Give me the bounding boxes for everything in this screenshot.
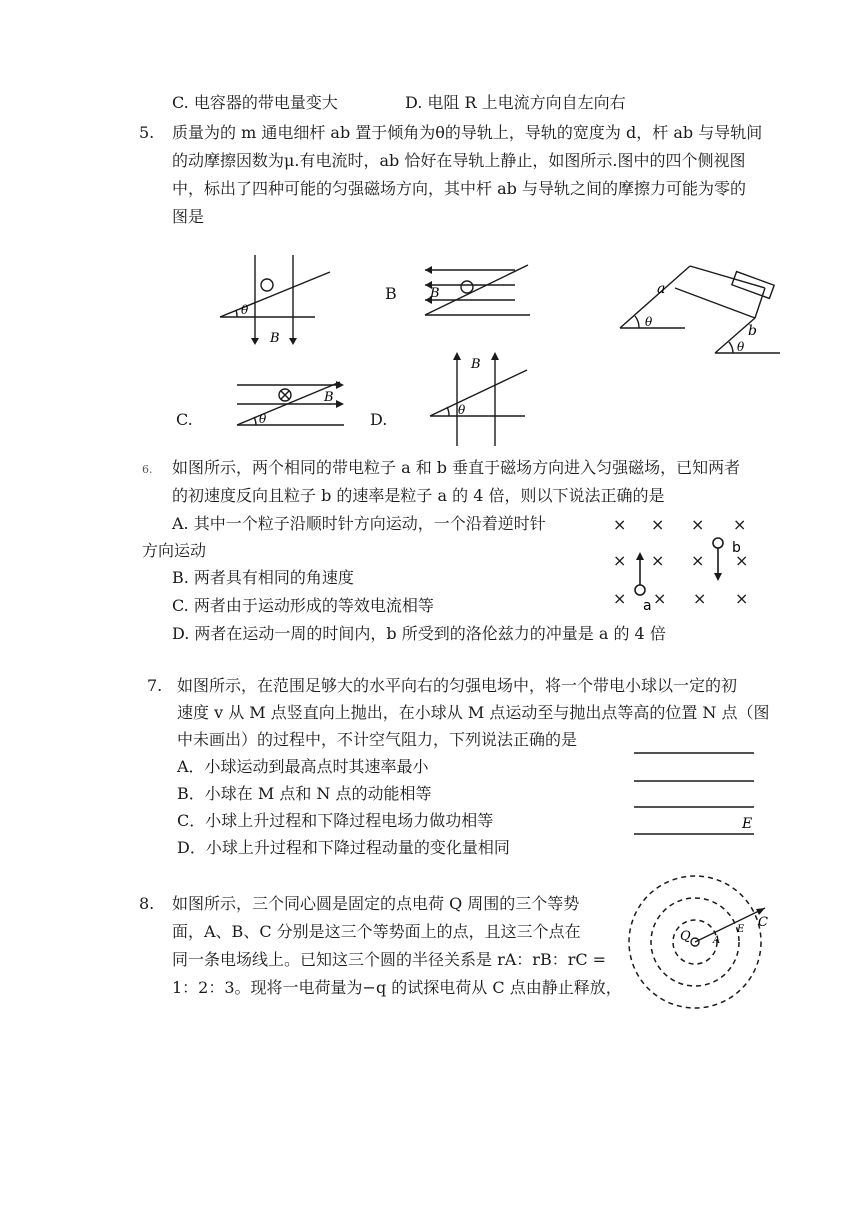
field-cross: × bbox=[691, 515, 705, 534]
q7-number: 7. bbox=[147, 676, 163, 695]
q8-charge-label: Q bbox=[680, 929, 691, 944]
field-cross: × bbox=[735, 589, 749, 608]
q5-figure-a-field: B bbox=[270, 331, 280, 346]
field-cross: × bbox=[653, 589, 667, 608]
q5-figure-c-label: C. bbox=[176, 410, 193, 429]
q7-field-label: E bbox=[742, 816, 753, 832]
q6-option-a: A. 其中一个粒子沿顺时针方向运动，一个沿着逆时针 bbox=[172, 514, 546, 533]
field-cross: × bbox=[613, 551, 627, 570]
q5-figure-a-angle: θ bbox=[241, 303, 249, 317]
q6-number: 6. bbox=[142, 463, 153, 476]
q7-figure bbox=[632, 745, 762, 845]
q6-option-c: C. 两者由于运动形成的等效电流相等 bbox=[172, 596, 434, 615]
field-cross: × bbox=[691, 551, 705, 570]
q7-line-3: 中未画出）的过程中，不计空气阻力，下列说法正确的是 bbox=[177, 730, 578, 749]
field-cross: × bbox=[613, 515, 627, 534]
q5-figure-c-field: B bbox=[324, 390, 334, 405]
q5-figure-b-point: b bbox=[748, 323, 757, 339]
field-cross: × bbox=[733, 515, 747, 534]
q8-figure bbox=[625, 870, 770, 1015]
q5-figure-c-angle: θ bbox=[259, 412, 267, 426]
q5-figure-b bbox=[420, 257, 535, 337]
q4-option-c: C. 电容器的带电量变大 bbox=[172, 93, 338, 112]
q6-line-2: 的初速度反向且粒子 b 的速率是粒子 a 的 4 倍，则以下说法正确的是 bbox=[172, 486, 665, 505]
q7-option-b: B．小球在 M 点和 N 点的动能相等 bbox=[177, 784, 432, 803]
q5-line-4: 图是 bbox=[172, 207, 205, 226]
q6-option-a-cont: 方向运动 bbox=[142, 541, 207, 560]
q6-figure bbox=[605, 510, 765, 614]
q7-option-d: D．小球上升过程和下降过程动量的变化量相同 bbox=[177, 838, 510, 857]
field-cross: × bbox=[651, 551, 665, 570]
q8-field-label: E bbox=[737, 924, 745, 935]
q5-figure-perspective bbox=[615, 258, 785, 358]
q5-figure-b-field: B bbox=[430, 286, 440, 301]
q5-figure-d-angle: θ bbox=[458, 403, 466, 417]
q8-line-4: 1：2：3。现将一电荷量为−q 的试探电荷从 C 点由静止释放， bbox=[172, 978, 622, 997]
q4-option-d: D. 电阻 R 上电流方向自左向右 bbox=[405, 93, 626, 112]
field-cross: × bbox=[613, 589, 627, 608]
q7-line-1: 如图所示，在范围足够大的水平向右的匀强电场中，将一个带电小球以一定的初 bbox=[177, 676, 738, 695]
q6-option-b: B. 两者具有相同的角速度 bbox=[172, 568, 354, 587]
q8-line-3: 同一条电场线上。已知这三个圆的半径关系是 rA：rB：rC = bbox=[172, 950, 607, 969]
q8-line-1: 如图所示，三个同心圆是固定的点电荷 Q 周围的三个等势 bbox=[172, 894, 580, 913]
q5-figure-c bbox=[232, 377, 352, 437]
q7-line-2: 速度 v 从 M 点竖直向上抛出，在小球从 M 点运动至与抛出点等高的位置 N 点（图 bbox=[177, 703, 770, 722]
q6-particle-a-label: a bbox=[643, 598, 652, 614]
q5-figure-d-label: D. bbox=[370, 410, 388, 429]
q5-line-2: 的动摩擦因数为μ.有电流时，ab 恰好在导轨上静止，如图所示.图中的四个侧视图 bbox=[172, 151, 746, 170]
q5-figure-a bbox=[215, 250, 335, 350]
q5-line-1: 质量为的 m 通电细杆 ab 置于倾角为θ的导轨上，导轨的宽度为 d，杆 ab 与导轨间 bbox=[172, 123, 763, 142]
q6-line-1: 如图所示，两个相同的带电粒子 a 和 b 垂直于磁场方向进入匀强磁场，已知两者 bbox=[172, 458, 741, 477]
q5-line-3: 中，标出了四种可能的匀强磁场方向，其中杆 ab 与导轨之间的摩擦力可能为零的 bbox=[172, 179, 746, 198]
q5-figure-p-angle1: θ bbox=[645, 315, 653, 329]
q8-point-c-label: C bbox=[758, 915, 768, 930]
q5-figure-d-field: B bbox=[471, 357, 481, 372]
field-cross: × bbox=[651, 515, 665, 534]
q7-option-c: C．小球上升过程和下降过程电场力做功相等 bbox=[177, 811, 494, 830]
q8-line-2: 面，A、B、C 分别是这三个等势面上的点，且这三个点在 bbox=[172, 922, 581, 941]
q5-number: 5. bbox=[139, 123, 155, 142]
q5-figure-d bbox=[425, 348, 535, 448]
field-cross: × bbox=[735, 551, 749, 570]
q7-option-a: A．小球运动到最高点时其速率最小 bbox=[177, 757, 429, 776]
q8-number: 8. bbox=[139, 894, 155, 913]
q5-figure-p-angle2: θ bbox=[737, 340, 745, 354]
q5-figure-b-label: B bbox=[385, 284, 397, 303]
q8-point-a-label: A bbox=[713, 935, 721, 946]
q6-option-d: D. 两者在运动一周的时间内，b 所受到的洛伦兹力的冲量是 a 的 4 倍 bbox=[172, 624, 666, 643]
q5-figure-a-point: a bbox=[657, 281, 666, 297]
field-cross: × bbox=[693, 589, 707, 608]
q6-particle-b-label: b bbox=[732, 540, 741, 556]
